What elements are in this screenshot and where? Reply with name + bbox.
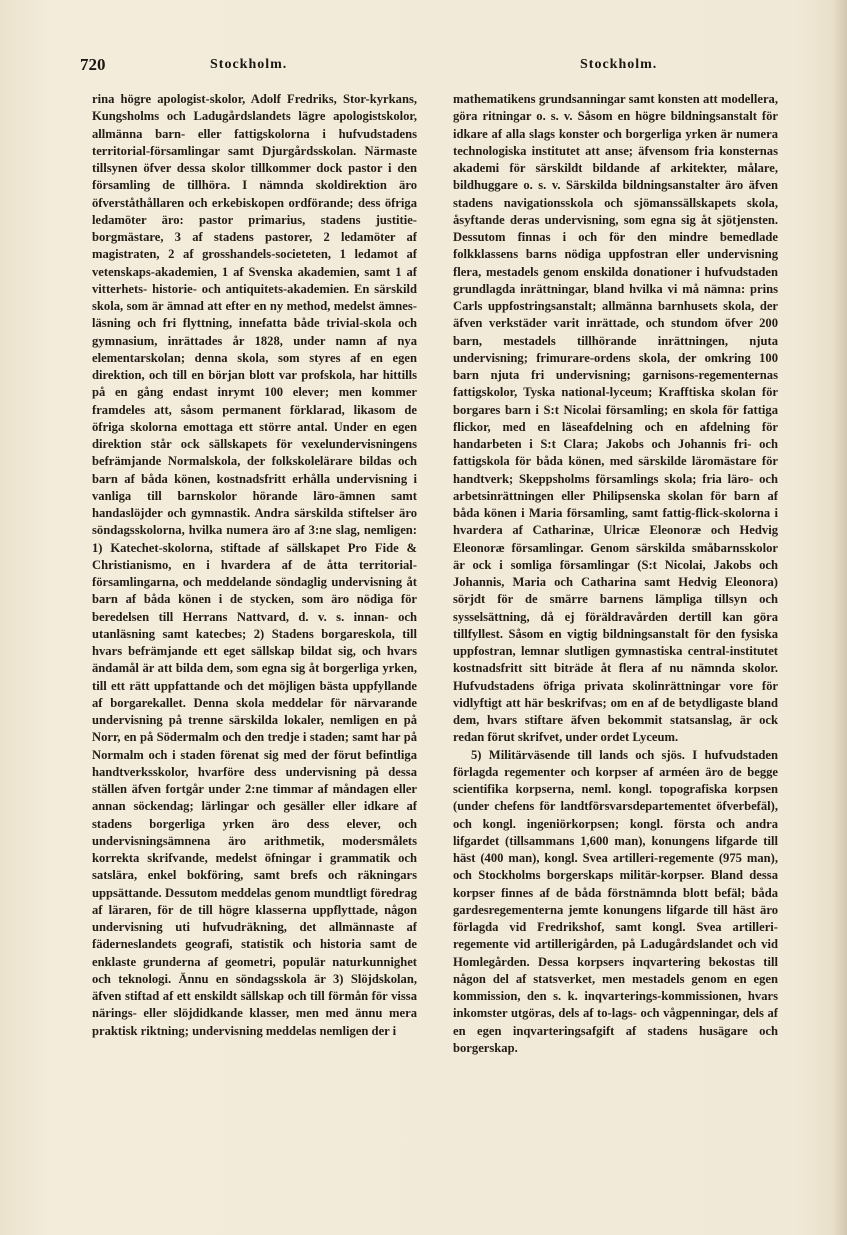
running-head-right: Stockholm. [580,57,658,72]
page-header [80,55,760,81]
left-paragraph-1: rina högre apologist-skolor, Adolf Fredriks, Stor-kyrkans, Kungsholms och Ladugårdslandets lägre apologistskolor, allmänna barn- eller fattigskolorna i hufvudstadens territorial-församlingar samt Djurgårdsskolan. Närmaste tillsynen öfver dessa skolor tillkommer dock pastor i den församling de tillhöra. I nämnda skoldirektion äro öfverståthållaren och erkebiskopen ordförande; dess öfriga ledamöter äro: pastor primarius, stadens justitie-borgmästare, 3 af stadens pastorer, 2 ledamöter af magistraten, 2 af grosshandels-societeten, 1 ledamot af vetenskaps-akademien, 1 af Svenska akademien, samt 1 af vitterhets- historie- och antiquitets-akademien. En särskild skola, som är ämnad att efter en ny method, medelst ämnes-läsning och fri flyttning, innefatta både trivial-skola och gymnasium, inrättades år 1828, under namn af nya elementarskolan; denna skola, som styres af en egen direktion, och till en början blott var profskola, har hittills på en gång endast inrymt 100 elever; men kommer framdeles att, såsom permanent förklarad, likasom de öfriga skolorna emottaga ett större antal. Under en egen direktion står ock sällskapets för vexelundervisningens befrämjande Normalskola, der folkskolelärare bildas och barn af båda könen, kostnadsfritt erhålla undervisning i vanliga till barnskolor hörande läro-ämnen samt handaslöjder och gymnastik. Andra särskilda stiftelser äro söndagsskolorna, hvilka numera äro af 3:ne slag, nemligen: 1) Katechet-skolorna, stiftade af sällskapet Pro Fide & Christianismo, en i hvardera af de åtta territorial-församlingarna, och meddelande söndaglig undervisning åt barn af båda könen i de stycken, som äro nödiga för beredelsen till Herrans Nattvard, d. v. s. innan- och utanläsning samt katecbes; 2) Stadens borgareskola, till hvars befrämjande ett eget sällskap bildat sig, och hvars ändamål är att bilda dem, som egna sig åt borgerliga yrken, till ett rätt uppfattande och det möjligen bästa uppfyllande af borgarekallet. Denna skola meddelar för närvarande undervisning på trenne särskilda lokaler, nemligen en på Norr, en på Södermalm och den tredje i staden; samt har på Normalm och i staden förenat sig med der förut befintliga handtverksskolor, hvarföre dess undervisning på dessa ställen äfven fortgår under 2:ne timmar af måndagen eller annan söckendag; lärlingar och gesäller eller idkare af stadens borgerliga yrken äro dess elever, och undervisningsämnena äro arithmetik, modersmålets korrekta skrifvande, medelst öfningar i grammatik och satslära, enkel bokföring, samt brefs och räkningars uppsättande. Dessutom meddelas genom mundtligt föredrag af läraren, för de till högre klasserna uppflyttade, någon undervisning uti hufvudräkning, det allmännaste af fäderneslandets geografi, statistik och historia samt de enklaste grunderna af geometri, populär naturkunnighet och teknologi. Ännu en söndagsskola är 3) Slöjdskolan, äfven stiftad af ett enskildt sällskap och till förmån för vissa närings- eller slöjdidkande klasser, men med ännu mera praktisk riktning; undervisning meddelas nemligen der i [92,92,417,1038]
right-paragraph-2: 5) Militärväsende till lands och sjös. I hufvudstaden förlagda regementer och korpser af arméen äro de begge scientifika korpserna, neml. kongl. topografiska korpsen (under chefens för landtförsvarsdepartementet öfverbefäl), och kongl. ingeniörkorpsen; kongl. första och andra lifgardet (tillsammans 1,600 man), konungens lifgarde till häst (400 man), kongl. Svea artilleri-regemente (975 man), och Stockholms borgerskaps militär-korpser. Bland dessa korpser finnes af de båda förstnämnda blott befäl; båda gardesregementerna jemte konungens lifgarde till häst äro förlagda vid Fredrikshof, samt kongl. Svea artilleri-regemente vid artillerigården, på Ladugårdslandet och vid Homlegården. Dessa korpsers inqvartering bekostas till någon del af statsverket, men mestadels genom en egen kommission, den s. k. inqvarterings-kommissionen, hvars inkomster utgöras, dels af to-lags- och vågpenningar, dels af en egen inqvarteringsafgift af stadens husägare och borgerskap. [453,747,778,1055]
page-edge-shadow [833,0,847,1235]
page-number: 720 [80,55,106,74]
right-column [453,91,778,1171]
left-column [92,91,417,1171]
right-paragraph-1: mathematikens grundsanningar samt konsten att modellera, göra ritningar o. s. v. Såsom en högre bildningsanstalt för idkare af alla slags konster och borgerliga yrken är numera technologiska institutet att anse; äfvensom fria konsternas akademi för särskildt bildande af arkitekter, målare, bildhuggare o. s. v. Särskilda bildningsanstalter äro äfven stadens navigationsskola och sjömanssällskapets skola, åsyftande deras undervisning, som egna sig åt sjötjensten. Dessutom finnas i och för den mindre bemedlade folkklassens barns nödiga uppfostran eller undervisning flera, mestadels genom enskilda donationer i hufvudstaden grundlagda inrättningar, bland hvilka vi må nämna: prins Carls uppfostringsanstalt; allmänna barnhusets skola, der äfven verkstäder varit inrättade, och stundom öfver 200 barn, mestadels tillhörande inrättningen, njuta undervisning; frimurare-ordens skola, der omkring 100 barn njuta fri undervisning; garnisons-regementernas fattigskolor, Tyska national-lyceum; Krafftiska skolan för borgares barn i S:t Nicolai församling; en skola för fattiga flickor, med en läseafdelning och en afdelning för handarbeten i S:t Clara; Jakobs och Johannis fri- och fattigskola för båda könen, med särskilde läromästare för handtverk; Skeppsholms församlings skola; fria läro- och arbetsinrättningen eller Philipsenska skolan för barn af båda könen i Maria församling, samt fattig-flick-skolorna i hvardera af Catharinæ, Ulricæ Eleonoræ och Hedvig Eleonoræ församlingar. Genom särskilda småbarnsskolor är ock i somliga församlingar (S:t Nicolai, Jakobs och Johannis, Maria och Catharina samt Hedvig Eleonora) sörjdt för de smärre barnens lämpliga tillsyn och sysselsättning, då ej föräldravården dertill kan göra tillfyllest. Såsom en vigtig bildningsanstalt för den fysiska uppfostran, lemnar slutligen gymnastiska central-institutet kostnadsfritt sitt biträde åt flera af nu nämnda skolor. Hufvudstadens öfriga privata skolinrättningar vore för vidlyftigt att här beskrifvas; om en af de betydligaste bland dem, hvars stiftare äfven bekommit statsanslag, är ock redan förut skrifvet, under ordet Lyceum. [453,92,778,745]
running-head-left: Stockholm. [210,57,288,72]
